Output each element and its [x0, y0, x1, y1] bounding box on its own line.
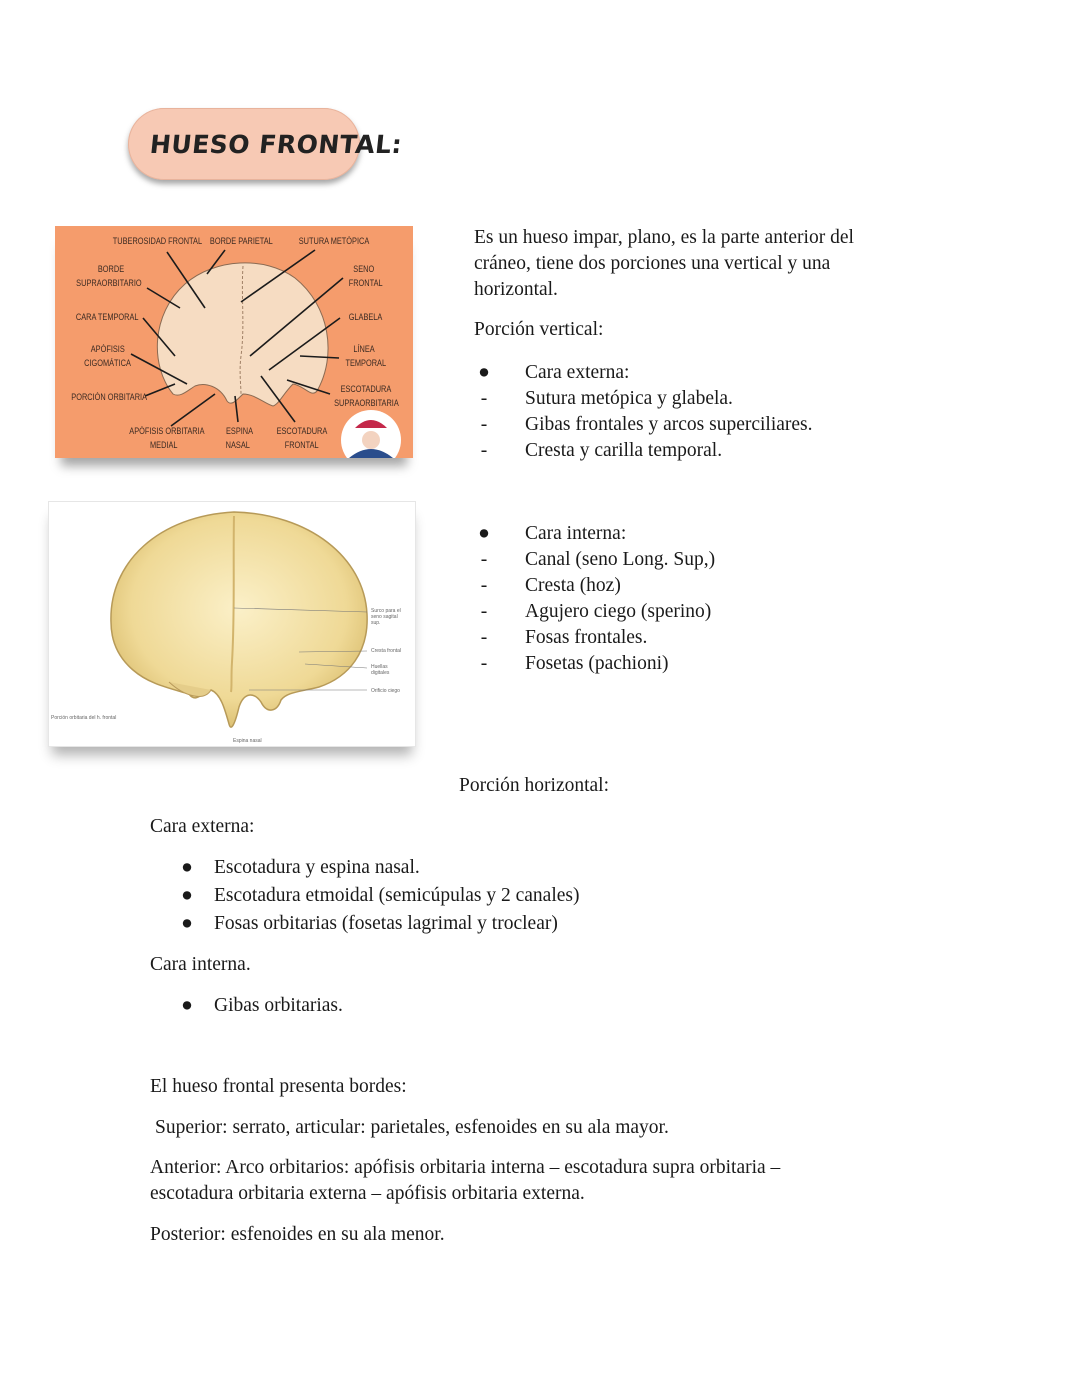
bullet-icon: ●	[478, 362, 490, 383]
label-linea-temporal-2: TEMPORAL	[345, 358, 387, 368]
label-cara-externa-horizontal: Cara externa:	[150, 816, 255, 837]
label-orificio-ciego: Orificio ciego	[371, 688, 400, 694]
label-borde-supraorbitario-1: BORDE	[97, 264, 125, 274]
borde-superior: Superior: serrato, articular: parietales, esfenoides en su ala mayor.	[155, 1117, 669, 1138]
label-espina-nasal-1: ESPINA	[225, 426, 254, 436]
label-seno-frontal-1: SENO	[353, 264, 375, 274]
label-escotadura-supraorbitaria-1: ESCOTADURA	[340, 384, 392, 394]
label-surco-seno-1: Surco para el	[371, 608, 401, 614]
label-cara-temporal: CARA TEMPORAL	[75, 312, 139, 322]
label-linea-temporal-1: LÍNEA	[353, 344, 375, 354]
dash-icon: -	[480, 601, 488, 622]
cartoon-avatar	[341, 410, 401, 458]
label-borde-supraorbitario-2: SUPRAORBITARIO	[76, 278, 142, 288]
label-apofisis-orbitaria-2: MEDIAL	[150, 440, 178, 450]
label-cara-interna-horizontal: Cara interna.	[150, 954, 251, 975]
page-title: HUESO FRONTAL:	[148, 130, 404, 159]
label-glabela: GLABELA	[348, 312, 383, 322]
borde-anterior: Anterior: Arco orbitarios: apófisis orbitaria interna – escotadura supra orbitaria – escotadura orbitaria externa – apófisis orbitaria externa.	[150, 1157, 781, 1204]
label-espina-nasal: Espina nasal	[233, 738, 262, 744]
intro-paragraph: Es un hueso impar, plano, es la parte anterior del cráneo, tiene dos porciones una vertical y una horizontal.	[474, 227, 854, 300]
label-escotadura-supraorbitaria-2: SUPRAORBITARIA	[334, 398, 399, 408]
dash-icon: -	[480, 575, 488, 596]
label-surco-seno-3: sup.	[371, 620, 381, 626]
bordes-intro: El hueso frontal presenta bordes:	[150, 1076, 407, 1097]
label-surco-seno-2: seno sagital	[371, 614, 398, 620]
dash-icon: -	[480, 653, 488, 674]
label-borde-parietal: BORDE PARIETAL	[209, 236, 273, 246]
dash-icon: -	[480, 388, 488, 409]
dash-icon: -	[480, 627, 488, 648]
label-sutura-metopica: SUTURA METÓPICA	[298, 236, 370, 246]
frontal-bone-anterior-diagram	[55, 226, 413, 458]
label-seno-frontal-2: FRONTAL	[348, 278, 383, 288]
label-porcion-orbitaria: Porción orbitaria del h. frontal	[51, 715, 117, 721]
bullet-icon: ●	[181, 995, 193, 1016]
bullet-icon: ●	[181, 913, 193, 934]
heading-porcion-horizontal: Porción horizontal:	[459, 775, 610, 796]
label-escotadura-frontal-1: ESCOTADURA	[276, 426, 328, 436]
bullet-icon: ●	[181, 857, 193, 878]
bullet-icon: ●	[478, 523, 490, 544]
label-huellas-1: Huellas	[371, 664, 388, 670]
label-apofisis-cigomatica-2: CIGOMÁTICA	[84, 358, 131, 368]
label-escotadura-frontal-2: FRONTAL	[284, 440, 319, 450]
label-huellas-2: digitales	[371, 670, 390, 676]
label-espina-nasal-2: NASAL	[225, 440, 250, 450]
borde-posterior: Posterior: esfenoides en su ala menor.	[150, 1224, 445, 1245]
heading-porcion-vertical: Porción vertical:	[474, 319, 604, 340]
label-apofisis-cigomatica-1: APÓFISIS	[90, 344, 125, 354]
dash-icon: -	[480, 440, 488, 461]
frontal-bone-internal-photo	[48, 501, 416, 747]
frontal-bone-internal-illustration	[49, 502, 415, 746]
label-porcion-orbitaria: PORCIÓN ORBITARIA	[71, 392, 148, 402]
bullet-icon: ●	[181, 885, 193, 906]
label-tuberosidad-frontal: TUBEROSIDAD FRONTAL	[112, 236, 203, 246]
dash-icon: -	[480, 549, 488, 570]
label-apofisis-orbitaria-1: APÓFISIS ORBITARIA	[129, 426, 205, 436]
label-cresta-frontal: Cresta frontal	[371, 648, 402, 654]
dash-icon: -	[480, 414, 488, 435]
